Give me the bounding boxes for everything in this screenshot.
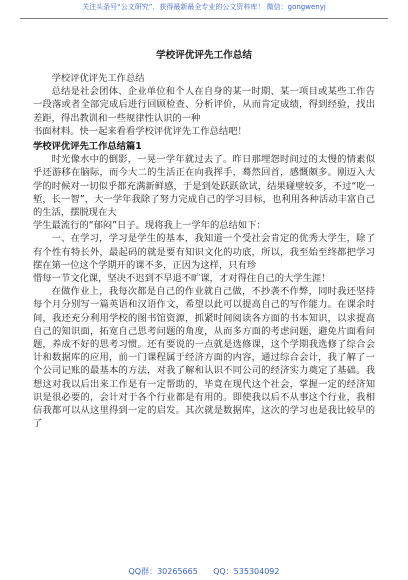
body-paragraph: 学生最流行的“郁闷”日子。现将我上一学年的总结如下： — [33, 220, 266, 232]
footer-qq: QQ：535304092 — [213, 567, 280, 576]
body-paragraph: 惜每一节文化课，坚决不迟到不早退不旷课，才对得住自己的大学生涯！ — [33, 273, 331, 285]
footer-contact — [0, 567, 408, 577]
document-subtitle: 学校评优评先工作总结 — [51, 73, 145, 84]
intro-paragraph: 总结是社会团体、企业单位和个人在自身的某一时期、某一项目或某些工作告一段落或者全部完成后进行回顾检查、分析评价，从而肯定成绩，得到经验，找出差距，得出教训和一些规律性认识的一种 — [33, 86, 375, 124]
intro-paragraph-continuation: 书面材料。快一起来看看学校评优评先工作总结吧！ — [33, 125, 247, 137]
document-title: 学校评优评先工作总结 — [156, 50, 252, 61]
body-paragraph: 时光像水中的倒影，一晃一学年就过去了。昨日那埋怨时间过的太慢的情素似乎还游移在脑际，而今大二的生活正在向我挥手，蓦然回首，感慨颇多。刚迈入大学的时候对一切似乎都充满新鲜感，于是到处跃跃欲试，结果碰壁较多，不过“吃一堑，长一智”，大一学年我除了努力完成自己的学习目标，也利用各种活动丰富自己的生活，摆脱现在大 — [33, 154, 375, 219]
body-paragraph: 在做作业上，我每次都是自己的作业就自己做，不抄袭不作弊，同时我还坚持每个月分别写一篇英语和汉语作文，希望以此可以提高自己的写作能力。在课余时间，我还充分利用学校的图书馆资源，抓紧时间阅读各方面的书本知识，以求提高自己的知识面，拓宽自己思考问题的角度，从而多方面的考虑问题，避免片面看问题，养成不好的思考习惯。还有要说的一点就是选修课，这个学期我选修了综合会计和数据库的应用，前一门课程属于经济方面的内容，通过综合会计，我了解了一个公司记账的最基本的方法，对我了解和认识不同公司的经济实力奠定了基础。我想这对我以后出来工作是有一定帮助的，毕竟在现代这个社会，掌握一定的经济知识是很必要的，会计对于各个行业都是有用的。即使我以后不从事这个行业，我相信我都可以从这里得到一定的启发。其次就是数据库，这次的学习也是我比较早的了 — [33, 286, 375, 430]
header-banner: 关注头条号“公文研究”，获得最新最全专业的公文资料库！ 微信：gongwenyj — [82, 3, 326, 11]
footer-qq-group: QQ群：30265665 — [128, 567, 198, 576]
header-divider — [20, 18, 388, 19]
document-body — [33, 49, 375, 430]
body-paragraph: 一、在学习，学习是学生的基本，我知道一个受社会肯定的优秀大学生，除了有个性有特长外，最起码的就是要有知识文化的功底，所以，我至始至终都把学习摆在第一位这个学期开的课不多，正因为这样，只有珍 — [33, 233, 375, 271]
section-heading: 学校评优评先工作总结篇1 — [33, 141, 142, 153]
